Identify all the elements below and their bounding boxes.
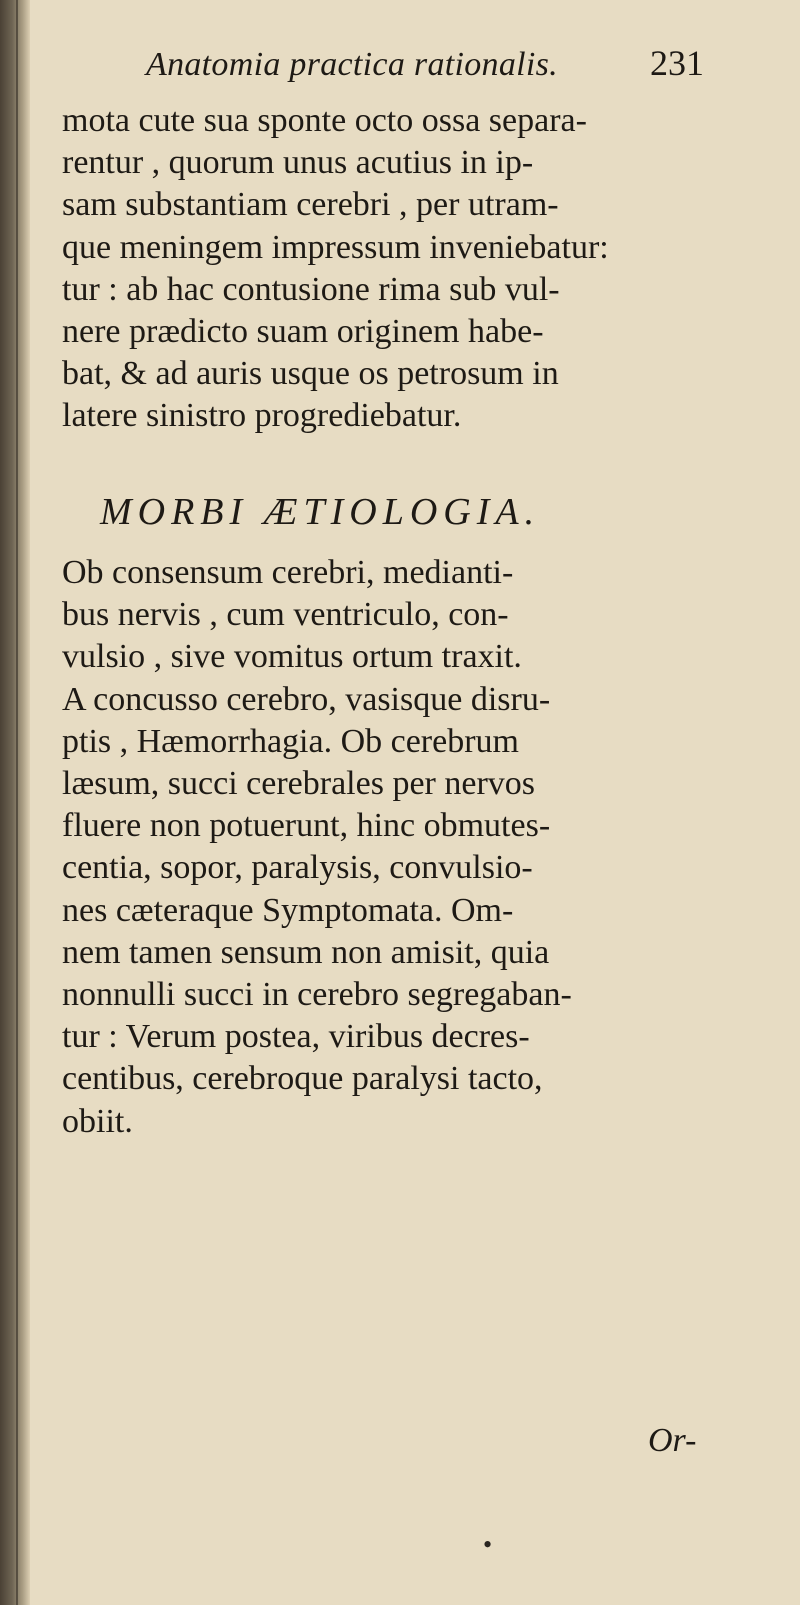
text-line: fluere non potuerunt, hinc obmutes- (62, 807, 551, 845)
page-header (140, 40, 780, 100)
text-line: rentur , quorum unus acutius in ip- (62, 144, 534, 182)
printer-ornament-icon: • (483, 1530, 493, 1559)
text-line: bat, & ad auris usque os petrosum in (62, 355, 559, 393)
text-line: bus nervis , cum ventriculo, con- (62, 596, 509, 634)
text-line: Ob consensum cerebri, medianti- (62, 554, 514, 591)
text-line: nonnulli succi in cerebro segregaban- (62, 976, 572, 1014)
text-line: vulsio , sive vomitus ortum traxit. (62, 638, 522, 676)
paragraph-continuation (62, 100, 760, 438)
text-line: que meningem impressum inveniebatur: (62, 228, 609, 266)
text-line: centibus, cerebroque paralysi tacto, (62, 1060, 543, 1098)
text-line: centia, sopor, paralysis, convulsio- (62, 849, 533, 887)
text-line: obiit. (62, 1102, 133, 1140)
page-number: 231 (650, 43, 704, 83)
text-line: nem tamen sensum non amisit, quia (62, 933, 550, 971)
text-line: ptis , Hæmorrhagia. Ob cerebrum (62, 722, 519, 760)
catchword: Or- (648, 1422, 697, 1459)
text-line: læsum, succi cerebrales per nervos (62, 765, 535, 803)
section-heading: MORBI ÆTIOLOGIA. (100, 491, 541, 533)
text-line: nere prædicto suam originem habe- (62, 313, 544, 351)
book-binding (0, 0, 30, 1605)
binding-edge (16, 0, 18, 1605)
running-title: Anatomia practica rationalis. (146, 46, 558, 83)
text-line: sam substantiam cerebri , per utram- (62, 186, 559, 224)
paragraph-aetiologia (62, 552, 760, 1143)
text-line: A concusso cerebro, vasisque disru- (62, 680, 551, 718)
text-line: nes cæteraque Symptomata. Om- (62, 891, 514, 929)
text-line: tur : Verum postea, viribus decres- (62, 1018, 530, 1056)
text-line: mota cute sua sponte octo ossa separa- (62, 102, 587, 139)
text-line: tur : ab hac contusione rima sub vul- (62, 270, 560, 308)
text-line: latere sinistro progrediebatur. (62, 397, 462, 435)
